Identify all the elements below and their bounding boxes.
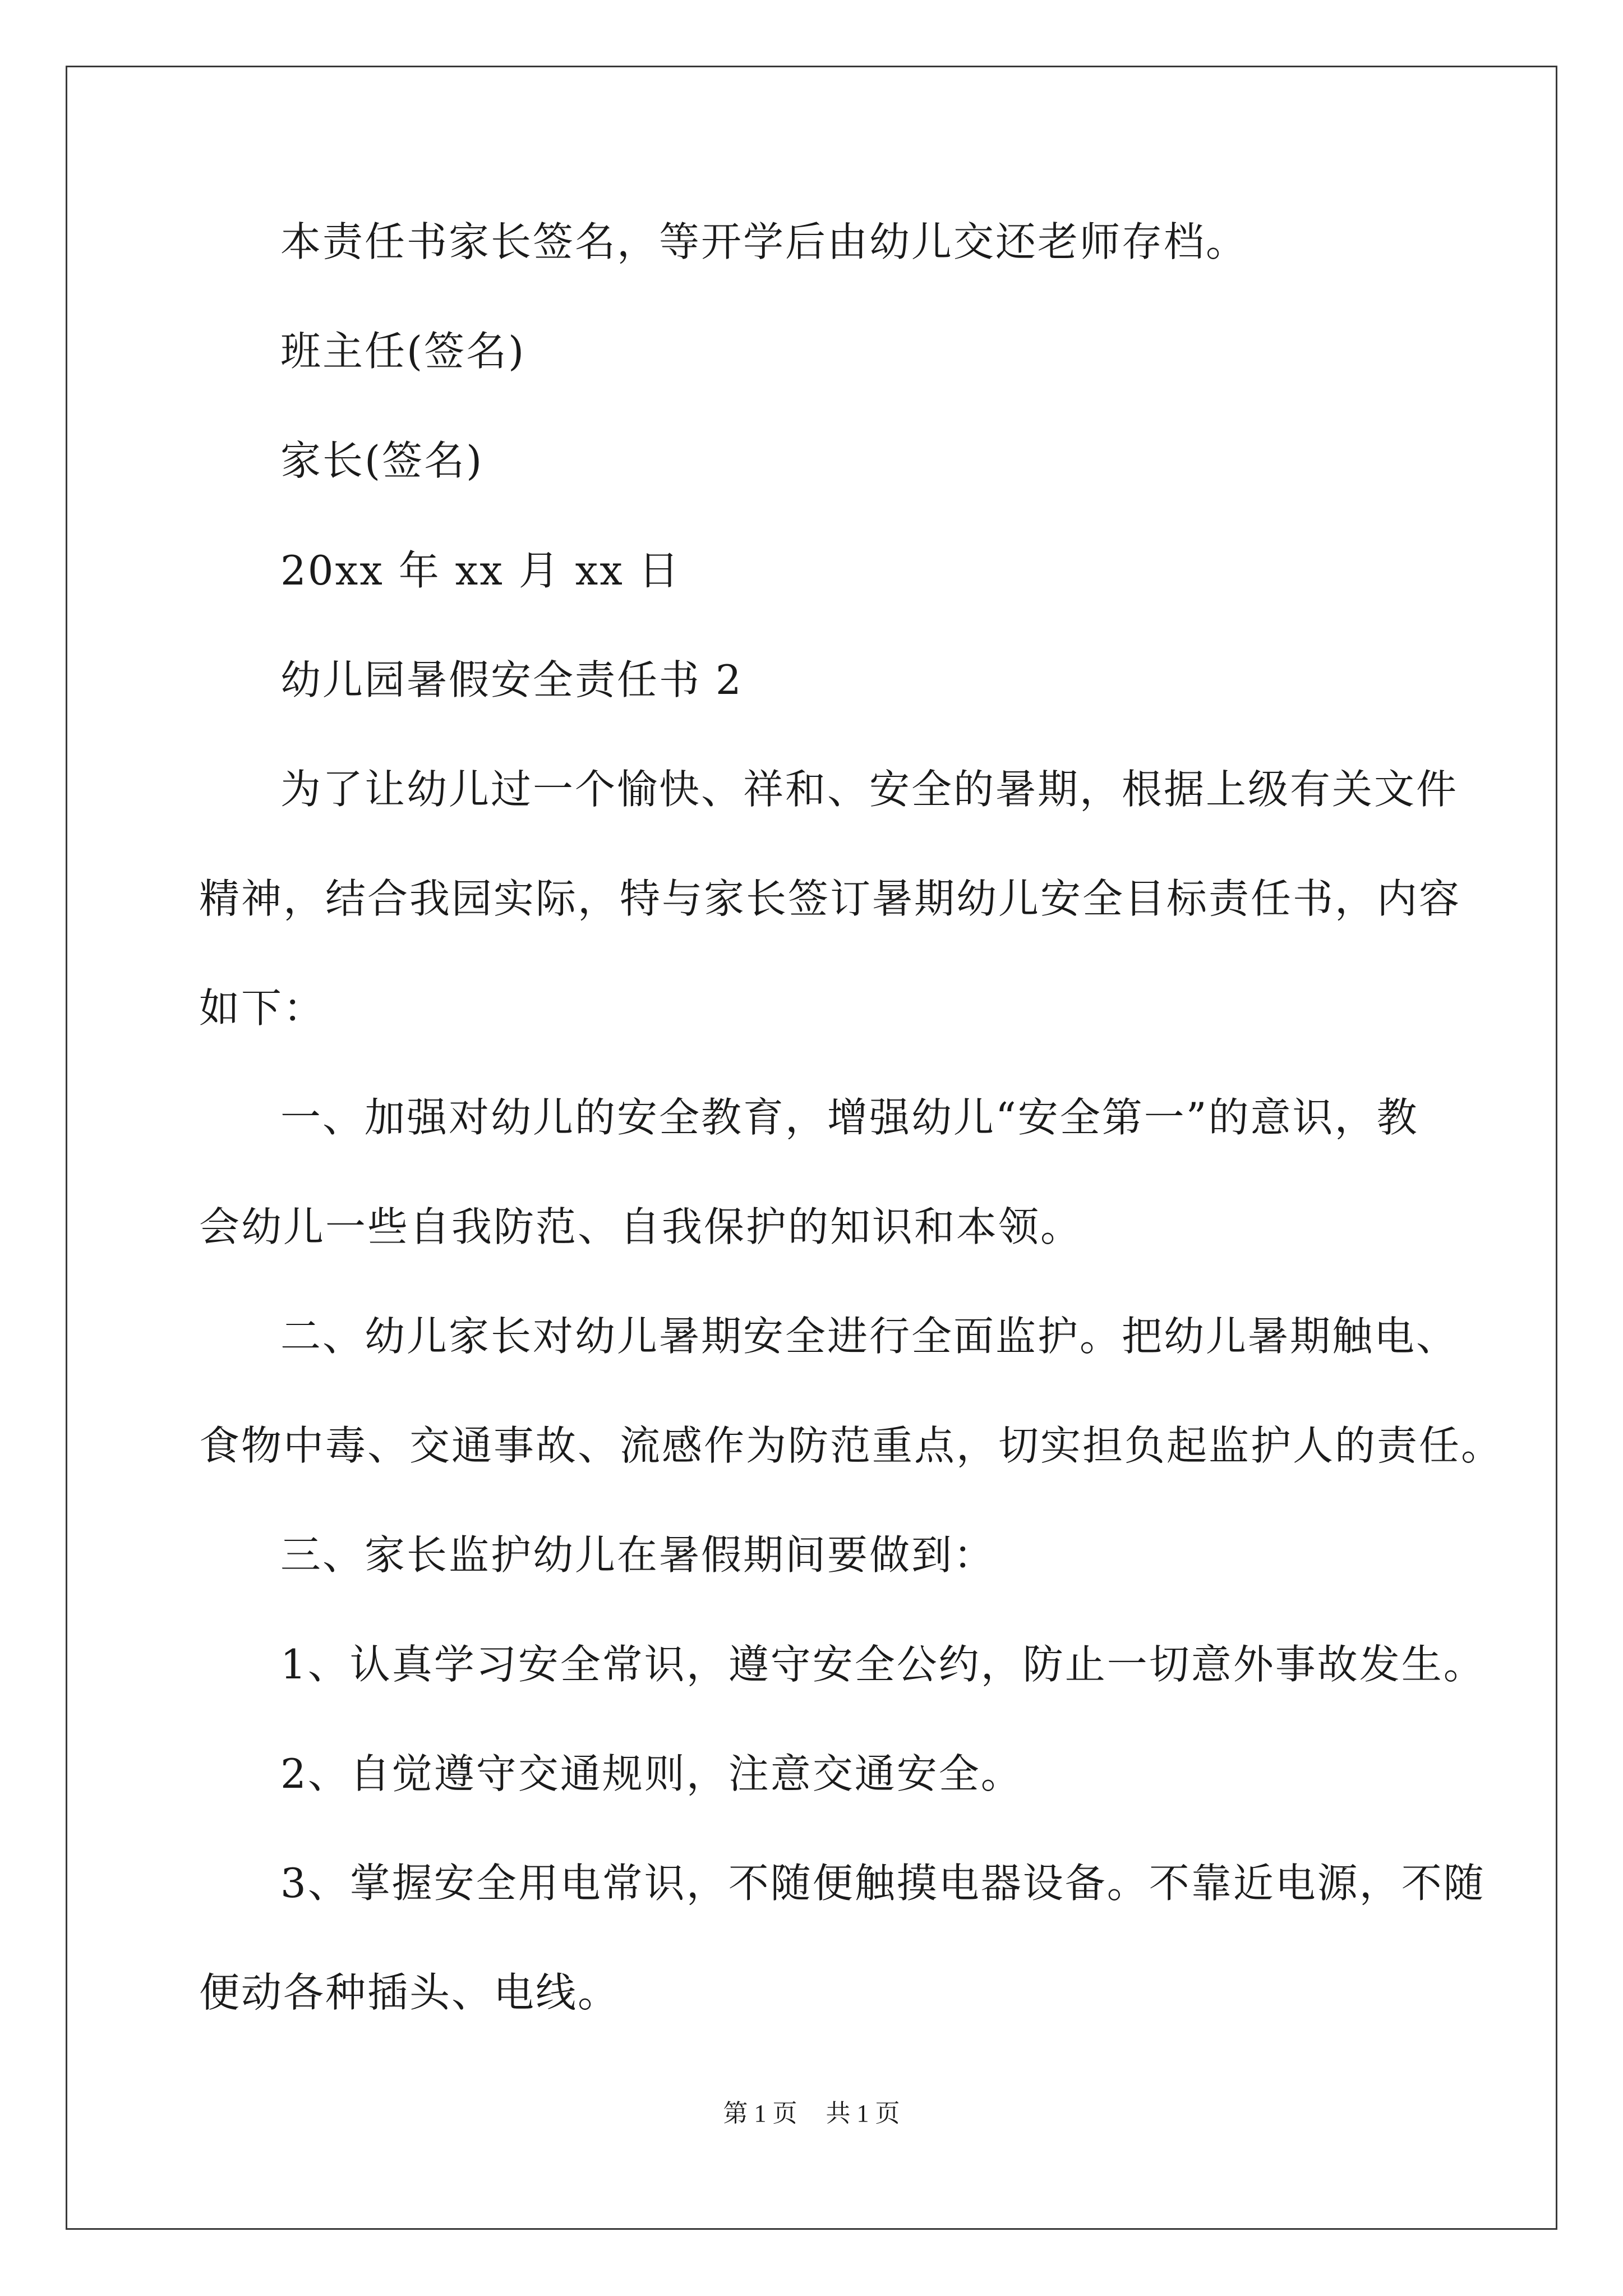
paragraph-line: 1、认真学习安全常识，遵守安全公约，防止一切意外事故发生。 — [280, 1641, 1486, 1688]
paragraph-line: 会幼儿一些自我防范、自我保护的知识和本领。 — [199, 1203, 1083, 1250]
paragraph-line: 便动各种插头、电线。 — [199, 1969, 620, 2016]
paragraph-line: 本责任书家长签名，等开学后由幼儿交还老师存档。 — [280, 218, 1248, 265]
page-footer — [0, 2097, 1623, 2131]
paragraph-line: 食物中毒、交通事故、流感作为防范重点，切实担负起监护人的责任。 — [199, 1422, 1504, 1469]
paragraph-line: 二、幼儿家长对幼儿暑期安全进行全面监护。把幼儿暑期触电、 — [280, 1313, 1459, 1360]
paragraph-line: 家长(签名) — [280, 437, 484, 484]
paragraph-line: 班主任(签名) — [280, 328, 526, 375]
paragraph-line: 20xx 年 xx 月 xx 日 — [280, 547, 681, 594]
paragraph-line: 一、加强对幼儿的安全教育，增强幼儿“安全第一”的意识，教 — [280, 1094, 1419, 1141]
section-heading: 幼儿园暑假安全责任书 2 — [280, 656, 743, 703]
paragraph-line: 精神，结合我园实际，特与家长签订暑期幼儿安全目标责任书，内容 — [199, 875, 1461, 922]
page-total: 共 1 页 — [826, 2100, 900, 2127]
page-number: 第 1 页 — [723, 2100, 797, 2127]
paragraph-line: 为了让幼儿过一个愉快、祥和、安全的暑期，根据上级有关文件 — [280, 766, 1459, 813]
paragraph-line: 3、掌握安全用电常识，不随便触摸电器设备。不靠近电源，不随 — [280, 1860, 1486, 1907]
paragraph-line: 如下： — [199, 984, 326, 1032]
paragraph-line: 三、家长监护幼儿在暑假期间要做到： — [280, 1531, 996, 1579]
paragraph-line: 2、自觉遵守交通规则，注意交通安全。 — [280, 1750, 1023, 1797]
